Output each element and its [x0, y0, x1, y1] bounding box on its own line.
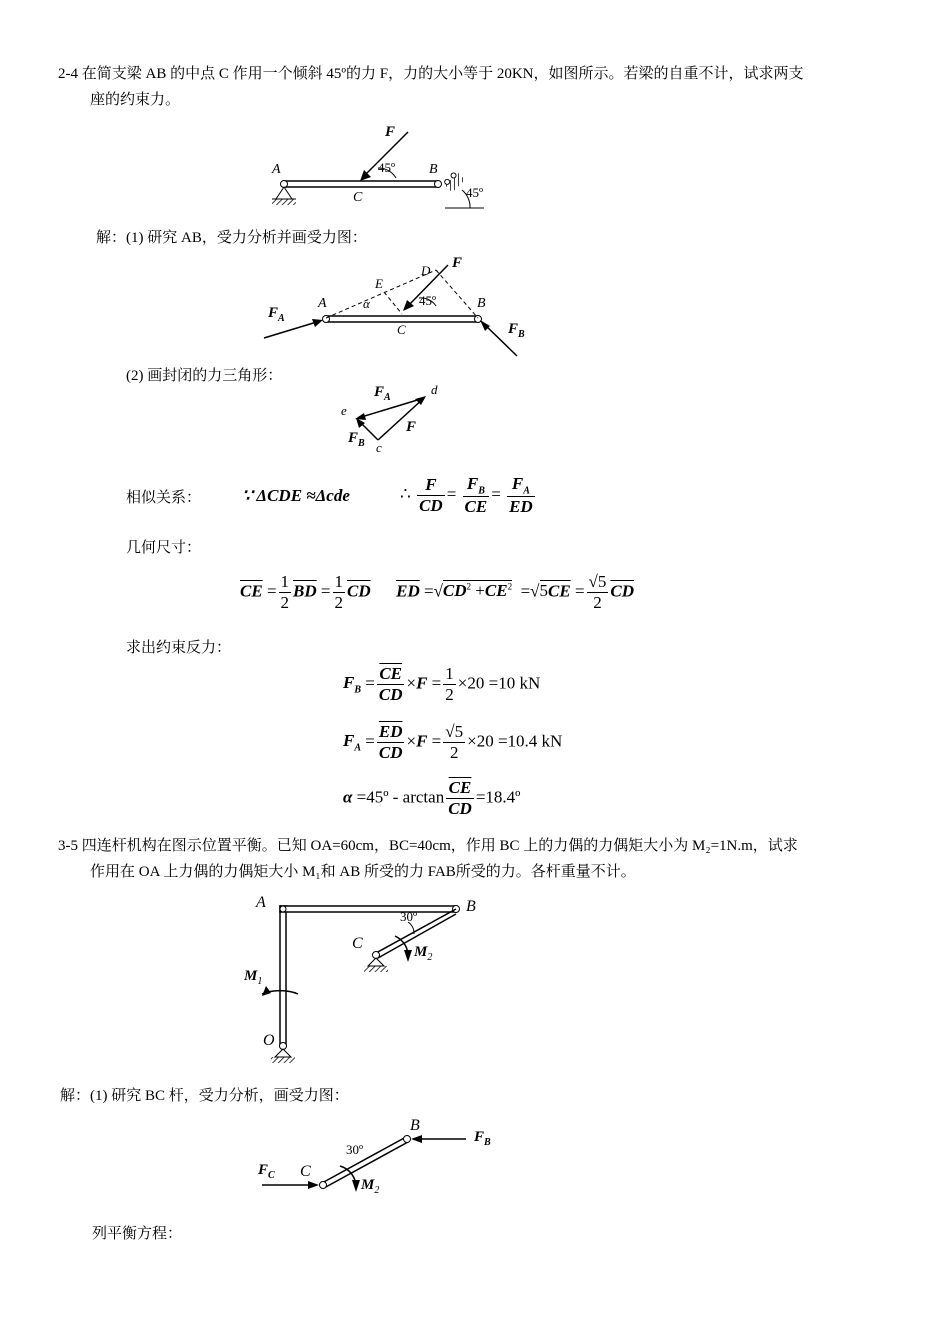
- fig3-label-fa: $F_A$: [374, 384, 391, 403]
- balance-heading: 列平衡方程：: [92, 1226, 183, 1242]
- fig4-label-c: C: [352, 935, 363, 952]
- fig4-label-m1: $M_1$: [244, 968, 263, 987]
- fig1-label-b: B: [429, 162, 438, 177]
- fig4-label-o: O: [263, 1032, 275, 1049]
- fig5-label-c: C: [300, 1163, 311, 1180]
- fig5-label-fc: $F_C$: [258, 1162, 275, 1181]
- fig5-label-b: B: [410, 1117, 420, 1134]
- fig4-angle: 30º: [400, 909, 418, 924]
- fig1-label-c: C: [353, 190, 363, 205]
- fig3-label-c: c: [376, 440, 382, 455]
- problem-2-4-line1: 2-4 在简支梁 AB 的中点 C 作用一个倾斜 45º的力 F，力的大小等于 20KN，如图所示。若梁的自重不计，试求两支: [58, 66, 804, 82]
- result-alpha: α =45º - arctan $\frac{\overline{CE}}{CD}$ =18.4º: [343, 778, 521, 818]
- fig4-label-a: A: [256, 894, 266, 911]
- fig3-label-fb: $F_B$: [348, 430, 365, 449]
- solve-heading: 求出约束反力：: [126, 640, 232, 656]
- fig2-label-e: E: [375, 276, 383, 291]
- fig1-label-a: A: [272, 162, 281, 177]
- fig2-label-a: A: [318, 296, 327, 311]
- problem-2-4-line2: 座的约束力。: [90, 92, 181, 108]
- fig2-label-alpha: α: [363, 296, 370, 311]
- solution-1-heading: 解：(1) 研究 AB，受力分析并画受力图：: [96, 230, 367, 246]
- result-fb: $F_B$ = $\frac{\overline{CE}}{CD}$ ×F = $\frac{1}{2}$ ×20 =10 kN: [343, 664, 541, 704]
- fig1-label-f: F: [385, 124, 396, 140]
- result-fa: $F_A$ = $\frac{\overline{ED}}{CD}$ ×F = $\frac{√5}{2}$ ×20 =10.4 kN: [343, 722, 563, 762]
- fig2-label-fb: $F_B$: [508, 321, 525, 340]
- fig4-label-m2: $M_2$: [414, 944, 433, 963]
- fig1-angle-force: 45º: [378, 160, 396, 175]
- geometry-equation: $\overline{CE}$ = $\frac{1}{2}$ $\overline{BD}$ = $\frac{1}{2}$ $\overline{CD}$ $\overline{ED} =√CD^2 +\overline{CE}^2 =√5\overline{CE}$ = $\frac{√5}{2}$ $\overline{CD}$: [240, 572, 634, 612]
- fig1-angle-support: 45º: [466, 185, 484, 200]
- fig3-label-e: e: [341, 403, 347, 418]
- solution-2-heading: 解：(1) 研究 BC 杆，受力分析，画受力图：: [60, 1088, 349, 1104]
- fig2-label-fa: $F_A$: [268, 305, 285, 324]
- fig2-angle: 45º: [419, 293, 437, 308]
- fig5-label-m2: $M_2$: [361, 1177, 380, 1196]
- fig3-label-f: F: [406, 419, 417, 435]
- fig4-label-b: B: [466, 898, 476, 915]
- similar-label: 相似关系：: [126, 490, 202, 506]
- fig3-label-d: d: [431, 382, 438, 397]
- step-2-heading: (2) 画封闭的力三角形：: [126, 368, 283, 384]
- similar-because: ∵ ΔCDE ≈Δcde: [242, 486, 350, 505]
- fig2-label-c: C: [397, 322, 406, 337]
- problem-3-5-line2: 作用在 OA 上力偶的力偶矩大小 M₁和 AB 所受的力 FAB所受的力。各杆重量不计。: [90, 864, 636, 880]
- fig5-label-fb: $F_B$: [474, 1129, 491, 1148]
- geometry-heading: 几何尺寸：: [126, 540, 202, 556]
- fig2-label-f: F: [452, 255, 463, 271]
- fig2-label-b: B: [477, 296, 486, 311]
- problem-3-5-line1: 3-5 四连杆机构在图示位置平衡。已知 OA=60cm，BC=40cm，作用 BC 上的力偶的力偶矩大小为 M₂=1N.m，试求: [58, 838, 798, 854]
- fig5-angle: 30º: [346, 1142, 364, 1157]
- similar-ratio-equation: ∴ $\frac{F}{CD}$ = $\frac{F_B}{CE}$ = $\frac{F_A}{ED}$: [400, 474, 533, 517]
- fig2-label-d: D: [421, 263, 431, 278]
